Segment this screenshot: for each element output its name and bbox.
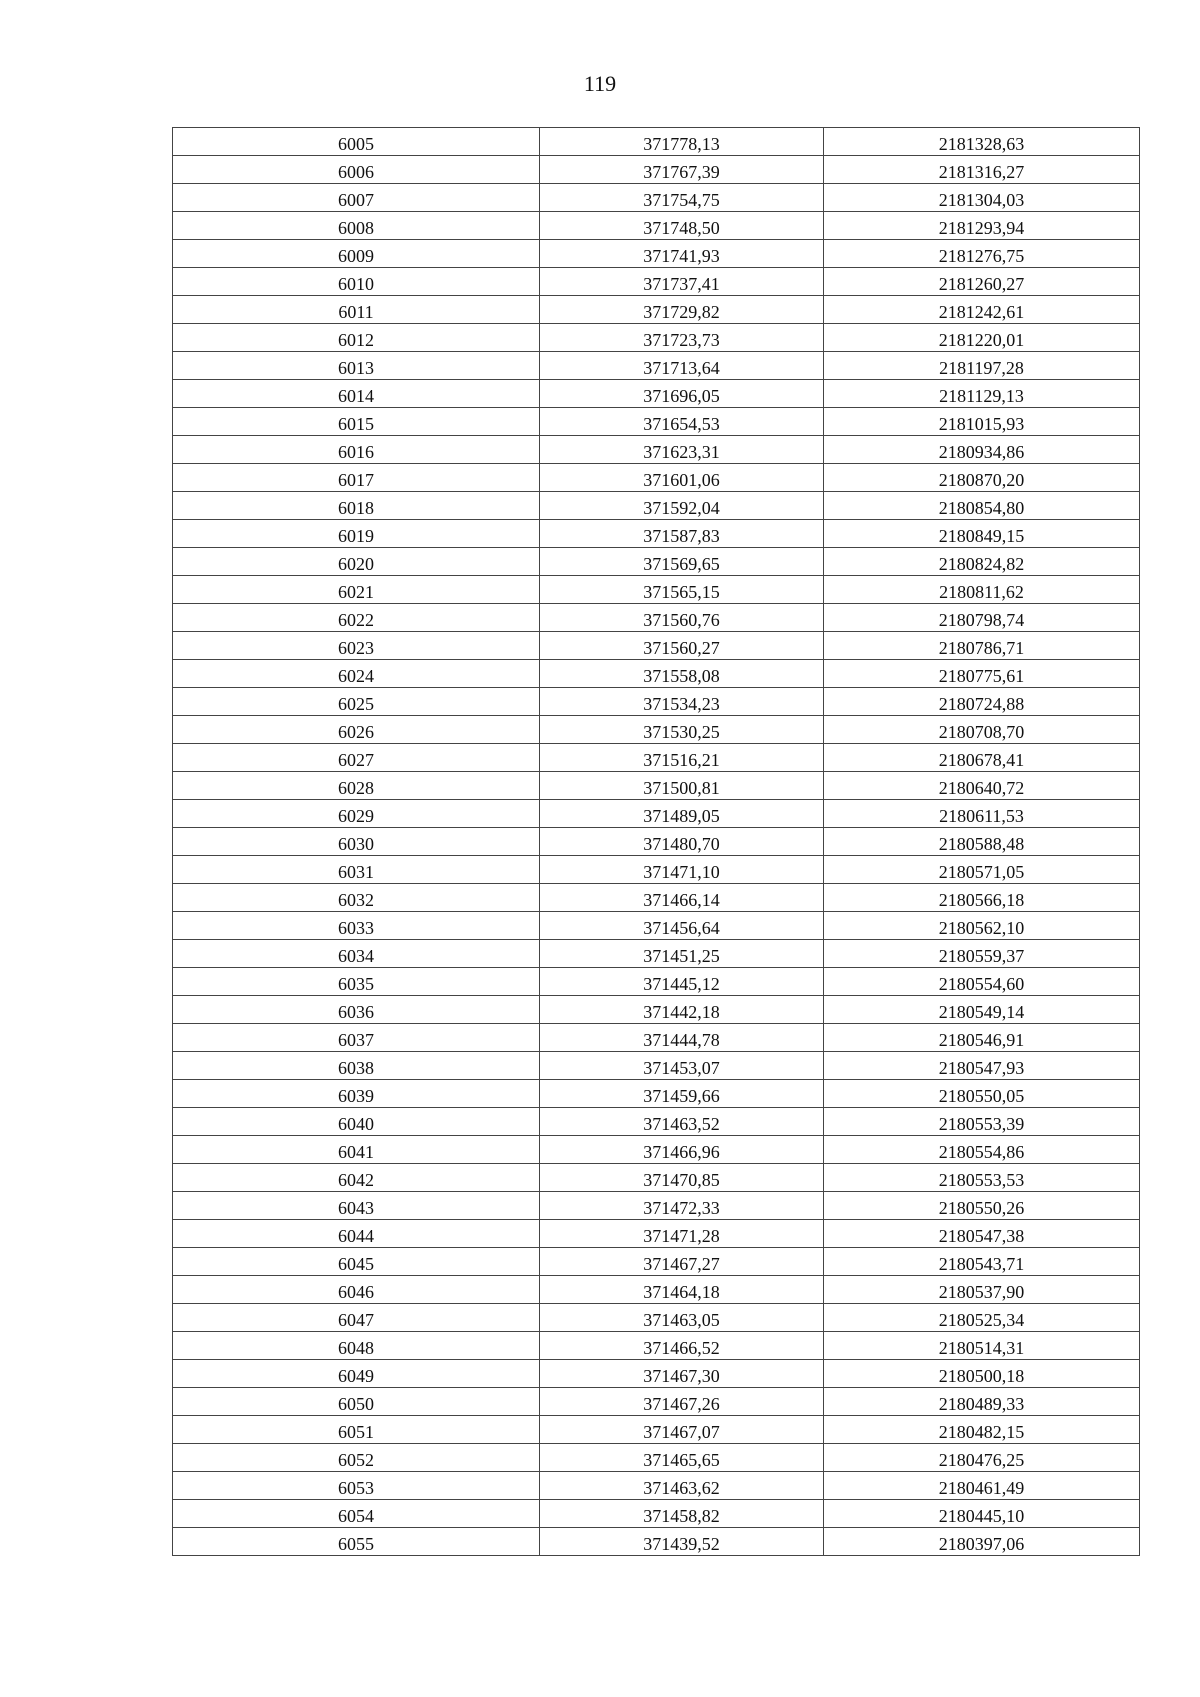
table-row xyxy=(173,352,1140,380)
point-number-cell: 6023 xyxy=(173,632,540,660)
table-row xyxy=(173,1192,1140,1220)
table-row xyxy=(173,184,1140,212)
x-coordinate-cell: 371587,83 xyxy=(540,520,824,548)
point-number-cell: 6016 xyxy=(173,436,540,464)
x-coordinate-cell: 371500,81 xyxy=(540,772,824,800)
point-number-cell: 6049 xyxy=(173,1360,540,1388)
point-number-cell: 6031 xyxy=(173,856,540,884)
y-coordinate-cell: 2180798,74 xyxy=(824,604,1140,632)
x-coordinate-cell: 371445,12 xyxy=(540,968,824,996)
x-coordinate-cell: 371470,85 xyxy=(540,1164,824,1192)
table-row xyxy=(173,1472,1140,1500)
x-coordinate-cell: 371560,27 xyxy=(540,632,824,660)
table-row xyxy=(173,800,1140,828)
point-number-cell: 6017 xyxy=(173,464,540,492)
x-coordinate-cell: 371530,25 xyxy=(540,716,824,744)
point-number-cell: 6021 xyxy=(173,576,540,604)
point-number-cell: 6035 xyxy=(173,968,540,996)
x-coordinate-cell: 371472,33 xyxy=(540,1192,824,1220)
x-coordinate-cell: 371767,39 xyxy=(540,156,824,184)
point-number-cell: 6008 xyxy=(173,212,540,240)
y-coordinate-cell: 2180445,10 xyxy=(824,1500,1140,1528)
point-number-cell: 6048 xyxy=(173,1332,540,1360)
table-row xyxy=(173,688,1140,716)
y-coordinate-cell: 2180854,80 xyxy=(824,492,1140,520)
point-number-cell: 6010 xyxy=(173,268,540,296)
table-row xyxy=(173,660,1140,688)
table-row xyxy=(173,744,1140,772)
table-row xyxy=(173,464,1140,492)
point-number-cell: 6044 xyxy=(173,1220,540,1248)
table-row xyxy=(173,1052,1140,1080)
x-coordinate-cell: 371451,25 xyxy=(540,940,824,968)
x-coordinate-cell: 371754,75 xyxy=(540,184,824,212)
y-coordinate-cell: 2181129,13 xyxy=(824,380,1140,408)
table-row xyxy=(173,212,1140,240)
point-number-cell: 6015 xyxy=(173,408,540,436)
x-coordinate-cell: 371592,04 xyxy=(540,492,824,520)
point-number-cell: 6011 xyxy=(173,296,540,324)
y-coordinate-cell: 2180562,10 xyxy=(824,912,1140,940)
x-coordinate-cell: 371741,93 xyxy=(540,240,824,268)
y-coordinate-cell: 2180461,49 xyxy=(824,1472,1140,1500)
point-number-cell: 6007 xyxy=(173,184,540,212)
point-number-cell: 6027 xyxy=(173,744,540,772)
table-row xyxy=(173,1388,1140,1416)
point-number-cell: 6014 xyxy=(173,380,540,408)
table-row xyxy=(173,940,1140,968)
y-coordinate-cell: 2180550,26 xyxy=(824,1192,1140,1220)
table-row xyxy=(173,1164,1140,1192)
x-coordinate-cell: 371466,52 xyxy=(540,1332,824,1360)
x-coordinate-cell: 371467,30 xyxy=(540,1360,824,1388)
table-row xyxy=(173,436,1140,464)
table-row xyxy=(173,1248,1140,1276)
point-number-cell: 6051 xyxy=(173,1416,540,1444)
y-coordinate-cell: 2180554,60 xyxy=(824,968,1140,996)
x-coordinate-cell: 371623,31 xyxy=(540,436,824,464)
table-row xyxy=(173,856,1140,884)
point-number-cell: 6040 xyxy=(173,1108,540,1136)
table-row xyxy=(173,240,1140,268)
x-coordinate-cell: 371463,05 xyxy=(540,1304,824,1332)
table-row xyxy=(173,968,1140,996)
x-coordinate-cell: 371489,05 xyxy=(540,800,824,828)
x-coordinate-cell: 371471,10 xyxy=(540,856,824,884)
point-number-cell: 6030 xyxy=(173,828,540,856)
y-coordinate-cell: 2180537,90 xyxy=(824,1276,1140,1304)
x-coordinate-cell: 371654,53 xyxy=(540,408,824,436)
y-coordinate-cell: 2180549,14 xyxy=(824,996,1140,1024)
y-coordinate-cell: 2181328,63 xyxy=(824,128,1140,156)
point-number-cell: 6029 xyxy=(173,800,540,828)
table-row xyxy=(173,1304,1140,1332)
y-coordinate-cell: 2181197,28 xyxy=(824,352,1140,380)
x-coordinate-cell: 371467,07 xyxy=(540,1416,824,1444)
x-coordinate-cell: 371453,07 xyxy=(540,1052,824,1080)
x-coordinate-cell: 371463,62 xyxy=(540,1472,824,1500)
y-coordinate-cell: 2181316,27 xyxy=(824,156,1140,184)
table-row xyxy=(173,884,1140,912)
point-number-cell: 6019 xyxy=(173,520,540,548)
y-coordinate-cell: 2180849,15 xyxy=(824,520,1140,548)
point-number-cell: 6026 xyxy=(173,716,540,744)
x-coordinate-cell: 371467,27 xyxy=(540,1248,824,1276)
y-coordinate-cell: 2180559,37 xyxy=(824,940,1140,968)
y-coordinate-cell: 2181304,03 xyxy=(824,184,1140,212)
y-coordinate-cell: 2180500,18 xyxy=(824,1360,1140,1388)
table-row xyxy=(173,604,1140,632)
x-coordinate-cell: 371444,78 xyxy=(540,1024,824,1052)
table-row xyxy=(173,632,1140,660)
table-row xyxy=(173,1360,1140,1388)
point-number-cell: 6028 xyxy=(173,772,540,800)
table-row xyxy=(173,324,1140,352)
y-coordinate-cell: 2181293,94 xyxy=(824,212,1140,240)
x-coordinate-cell: 371442,18 xyxy=(540,996,824,1024)
y-coordinate-cell: 2180489,33 xyxy=(824,1388,1140,1416)
y-coordinate-cell: 2180546,91 xyxy=(824,1024,1140,1052)
point-number-cell: 6009 xyxy=(173,240,540,268)
y-coordinate-cell: 2180811,62 xyxy=(824,576,1140,604)
y-coordinate-cell: 2180547,93 xyxy=(824,1052,1140,1080)
x-coordinate-cell: 371601,06 xyxy=(540,464,824,492)
table-row xyxy=(173,576,1140,604)
point-number-cell: 6034 xyxy=(173,940,540,968)
table-row xyxy=(173,1220,1140,1248)
y-coordinate-cell: 2180824,82 xyxy=(824,548,1140,576)
y-coordinate-cell: 2180611,53 xyxy=(824,800,1140,828)
x-coordinate-cell: 371466,96 xyxy=(540,1136,824,1164)
point-number-cell: 6025 xyxy=(173,688,540,716)
y-coordinate-cell: 2180640,72 xyxy=(824,772,1140,800)
x-coordinate-cell: 371467,26 xyxy=(540,1388,824,1416)
table-row xyxy=(173,1332,1140,1360)
point-number-cell: 6022 xyxy=(173,604,540,632)
x-coordinate-cell: 371713,64 xyxy=(540,352,824,380)
table-row xyxy=(173,1276,1140,1304)
point-number-cell: 6054 xyxy=(173,1500,540,1528)
point-number-cell: 6032 xyxy=(173,884,540,912)
table-body xyxy=(173,128,1140,1556)
table-row xyxy=(173,492,1140,520)
y-coordinate-cell: 2180588,48 xyxy=(824,828,1140,856)
table-row xyxy=(173,520,1140,548)
point-number-cell: 6050 xyxy=(173,1388,540,1416)
x-coordinate-cell: 371729,82 xyxy=(540,296,824,324)
y-coordinate-cell: 2181242,61 xyxy=(824,296,1140,324)
y-coordinate-cell: 2180566,18 xyxy=(824,884,1140,912)
x-coordinate-cell: 371464,18 xyxy=(540,1276,824,1304)
y-coordinate-cell: 2180525,34 xyxy=(824,1304,1140,1332)
x-coordinate-cell: 371696,05 xyxy=(540,380,824,408)
y-coordinate-cell: 2180482,15 xyxy=(824,1416,1140,1444)
y-coordinate-cell: 2181220,01 xyxy=(824,324,1140,352)
x-coordinate-cell: 371737,41 xyxy=(540,268,824,296)
table-row xyxy=(173,772,1140,800)
point-number-cell: 6046 xyxy=(173,1276,540,1304)
y-coordinate-cell: 2180786,71 xyxy=(824,632,1140,660)
page-number: 119 xyxy=(583,71,617,96)
x-coordinate-cell: 371465,65 xyxy=(540,1444,824,1472)
point-number-cell: 6020 xyxy=(173,548,540,576)
point-number-cell: 6041 xyxy=(173,1136,540,1164)
point-number-cell: 6053 xyxy=(173,1472,540,1500)
point-number-cell: 6012 xyxy=(173,324,540,352)
x-coordinate-cell: 371516,21 xyxy=(540,744,824,772)
table-row xyxy=(173,1444,1140,1472)
x-coordinate-cell: 371748,50 xyxy=(540,212,824,240)
table-row xyxy=(173,716,1140,744)
table-row xyxy=(173,1416,1140,1444)
x-coordinate-cell: 371569,65 xyxy=(540,548,824,576)
point-number-cell: 6033 xyxy=(173,912,540,940)
table-row xyxy=(173,828,1140,856)
table-row xyxy=(173,1080,1140,1108)
coordinates-table xyxy=(172,127,1140,1556)
point-number-cell: 6013 xyxy=(173,352,540,380)
point-number-cell: 6006 xyxy=(173,156,540,184)
table-row xyxy=(173,128,1140,156)
y-coordinate-cell: 2180571,05 xyxy=(824,856,1140,884)
point-number-cell: 6036 xyxy=(173,996,540,1024)
x-coordinate-cell: 371458,82 xyxy=(540,1500,824,1528)
point-number-cell: 6039 xyxy=(173,1080,540,1108)
point-number-cell: 6024 xyxy=(173,660,540,688)
y-coordinate-cell: 2181276,75 xyxy=(824,240,1140,268)
table-row xyxy=(173,380,1140,408)
point-number-cell: 6037 xyxy=(173,1024,540,1052)
point-number-cell: 6005 xyxy=(173,128,540,156)
table-row xyxy=(173,996,1140,1024)
point-number-cell: 6047 xyxy=(173,1304,540,1332)
y-coordinate-cell: 2180678,41 xyxy=(824,744,1140,772)
y-coordinate-cell: 2181260,27 xyxy=(824,268,1140,296)
x-coordinate-cell: 371778,13 xyxy=(540,128,824,156)
x-coordinate-cell: 371456,64 xyxy=(540,912,824,940)
x-coordinate-cell: 371565,15 xyxy=(540,576,824,604)
y-coordinate-cell: 2181015,93 xyxy=(824,408,1140,436)
y-coordinate-cell: 2180397,06 xyxy=(824,1528,1140,1556)
y-coordinate-cell: 2180553,53 xyxy=(824,1164,1140,1192)
x-coordinate-cell: 371723,73 xyxy=(540,324,824,352)
y-coordinate-cell: 2180775,61 xyxy=(824,660,1140,688)
y-coordinate-cell: 2180870,20 xyxy=(824,464,1140,492)
x-coordinate-cell: 371471,28 xyxy=(540,1220,824,1248)
x-coordinate-cell: 371459,66 xyxy=(540,1080,824,1108)
y-coordinate-cell: 2180543,71 xyxy=(824,1248,1140,1276)
table-row xyxy=(173,1500,1140,1528)
y-coordinate-cell: 2180934,86 xyxy=(824,436,1140,464)
y-coordinate-cell: 2180514,31 xyxy=(824,1332,1140,1360)
point-number-cell: 6042 xyxy=(173,1164,540,1192)
table-row xyxy=(173,548,1140,576)
y-coordinate-cell: 2180547,38 xyxy=(824,1220,1140,1248)
table-row xyxy=(173,1024,1140,1052)
y-coordinate-cell: 2180708,70 xyxy=(824,716,1140,744)
y-coordinate-cell: 2180553,39 xyxy=(824,1108,1140,1136)
x-coordinate-cell: 371560,76 xyxy=(540,604,824,632)
table-row xyxy=(173,156,1140,184)
table-row xyxy=(173,408,1140,436)
table-row xyxy=(173,1108,1140,1136)
x-coordinate-cell: 371466,14 xyxy=(540,884,824,912)
y-coordinate-cell: 2180550,05 xyxy=(824,1080,1140,1108)
y-coordinate-cell: 2180554,86 xyxy=(824,1136,1140,1164)
x-coordinate-cell: 371463,52 xyxy=(540,1108,824,1136)
point-number-cell: 6038 xyxy=(173,1052,540,1080)
point-number-cell: 6055 xyxy=(173,1528,540,1556)
point-number-cell: 6043 xyxy=(173,1192,540,1220)
x-coordinate-cell: 371439,52 xyxy=(540,1528,824,1556)
point-number-cell: 6045 xyxy=(173,1248,540,1276)
y-coordinate-cell: 2180724,88 xyxy=(824,688,1140,716)
point-number-cell: 6052 xyxy=(173,1444,540,1472)
x-coordinate-cell: 371534,23 xyxy=(540,688,824,716)
table-row xyxy=(173,296,1140,324)
table-row xyxy=(173,1528,1140,1556)
x-coordinate-cell: 371558,08 xyxy=(540,660,824,688)
table-row xyxy=(173,912,1140,940)
x-coordinate-cell: 371480,70 xyxy=(540,828,824,856)
table-row xyxy=(173,268,1140,296)
table-row xyxy=(173,1136,1140,1164)
point-number-cell: 6018 xyxy=(173,492,540,520)
y-coordinate-cell: 2180476,25 xyxy=(824,1444,1140,1472)
